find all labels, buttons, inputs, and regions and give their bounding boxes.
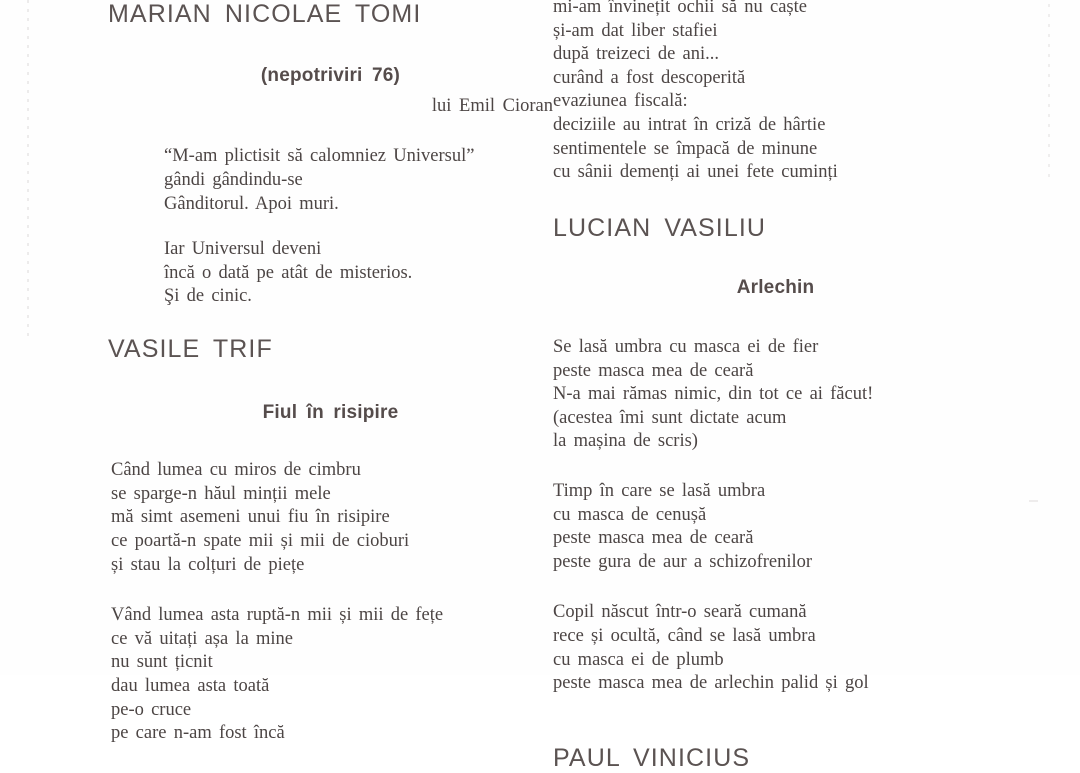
verse-line: nu sunt țicnit	[111, 652, 213, 673]
spacer	[553, 696, 998, 726]
verse-line: și stau la colțuri de piețe	[111, 554, 305, 575]
spacer	[108, 118, 553, 140]
poem-title-arlechin: Arlechin	[736, 277, 815, 299]
verse-line: Gânditorul. Apoi muri.	[164, 193, 339, 214]
verse-line: (acestea îmi sunt dictate acum	[553, 407, 787, 428]
verse-line: Iar Universul deveni	[164, 239, 322, 260]
stanza	[553, 601, 998, 695]
verse-line: cu sânii demenți ai unei fete cuminți	[553, 162, 838, 183]
verse-line: peste masca mea de arlechin palid și gol	[553, 673, 869, 694]
spacer	[553, 574, 998, 596]
verse-line: după treizeci de ani...	[553, 44, 719, 65]
verse-line: evaziunea fiscală:	[553, 91, 688, 112]
verse-line: Timp în care se lasă umbra	[553, 481, 766, 502]
stanza	[111, 604, 553, 746]
author-heading-paul-vinicius: PAUL VINICIUS	[553, 743, 751, 772]
verse-line: Şi de cinic.	[164, 286, 252, 307]
stanza	[553, 0, 998, 185]
dedication-lui-emil-cioran: lui Emil Cioran	[431, 96, 553, 117]
spacer	[108, 577, 553, 599]
verse-line: pe-o cruce	[111, 699, 192, 720]
verse-line: pe care n-am fost încă	[111, 723, 285, 744]
verse-line: și-am dat liber stafiei	[553, 20, 718, 41]
verse-line: peste masca mea de ceară	[553, 528, 754, 549]
stanza	[553, 480, 998, 574]
verse-line: la mașina de scris)	[553, 431, 698, 452]
verse-line: curând a fost descoperită	[553, 67, 746, 88]
stanza	[164, 238, 553, 309]
verse-line: Când lumea cu miros de cimbru	[111, 460, 361, 481]
scan-artifact-right-edge	[1048, 4, 1050, 179]
left-text-column	[108, 0, 553, 746]
spacer	[553, 454, 998, 476]
verse-line: deciziile au intrat în criză de hârtie	[553, 114, 826, 135]
spacer	[553, 185, 998, 207]
verse-line: peste masca mea de ceară	[553, 360, 754, 381]
verse-line: gândi gândindu-se	[164, 170, 303, 191]
scan-artifact-speck	[1029, 500, 1038, 502]
author-heading-vasile-trif: VASILE TRIF	[108, 334, 273, 363]
scan-artifact-left-edge	[27, 0, 29, 340]
verse-line: Copil născut într-o seară cumană	[553, 602, 807, 623]
verse-line: cu masca ei de plumb	[553, 649, 724, 670]
verse-line: Se lasă umbra cu masca ei de fier	[553, 337, 819, 358]
verse-line: rece și ocultă, când se lasă umbra	[553, 625, 816, 646]
spacer	[108, 364, 553, 394]
stanza	[553, 336, 998, 454]
spacer	[108, 30, 553, 60]
verse-line: N-a mai rămas nimic, din tot ce ai făcut!	[553, 384, 874, 405]
author-heading-marian-nicolae-tomi: MARIAN NICOLAE TOMI	[108, 0, 422, 28]
spacer	[108, 309, 553, 331]
spacer	[553, 243, 998, 273]
verse-line: ce poartă-n spate mii și mii de cioburi	[111, 531, 410, 552]
poem-title-nepotriviri-76: (nepotriviri 76)	[260, 64, 401, 86]
verse-line: Vând lumea asta ruptă-n mii și mii de fețe	[111, 605, 444, 626]
stanza	[164, 145, 553, 216]
verse-line: se sparge-n hăul minții mele	[111, 483, 331, 504]
verse-line: mi-am învinețit ochii să nu caște	[553, 0, 807, 17]
right-text-column	[553, 0, 998, 773]
author-heading-lucian-vasiliu: LUCIAN VASILIU	[553, 213, 767, 242]
verse-line: dau lumea asta toată	[111, 676, 270, 697]
spacer	[553, 300, 998, 330]
verse-line: peste gura de aur a schizofrenilor	[553, 551, 813, 572]
poem-title-fiul-in-risipire: Fiul în risipire	[262, 402, 399, 424]
stanza	[111, 459, 553, 577]
verse-line: cu masca de cenușă	[553, 504, 707, 525]
verse-line: “M-am plictisit să calomniez Universul”	[164, 146, 475, 167]
spacer	[108, 216, 553, 238]
verse-line: sentimentele se împacă de minune	[553, 138, 818, 159]
verse-line: mă simt asemeni unui fiu în risipire	[111, 507, 390, 528]
verse-line: ce vă uitați așa la mine	[111, 628, 293, 649]
spacer	[108, 425, 553, 455]
verse-line: încă o dată pe atât de misterios.	[164, 262, 413, 283]
